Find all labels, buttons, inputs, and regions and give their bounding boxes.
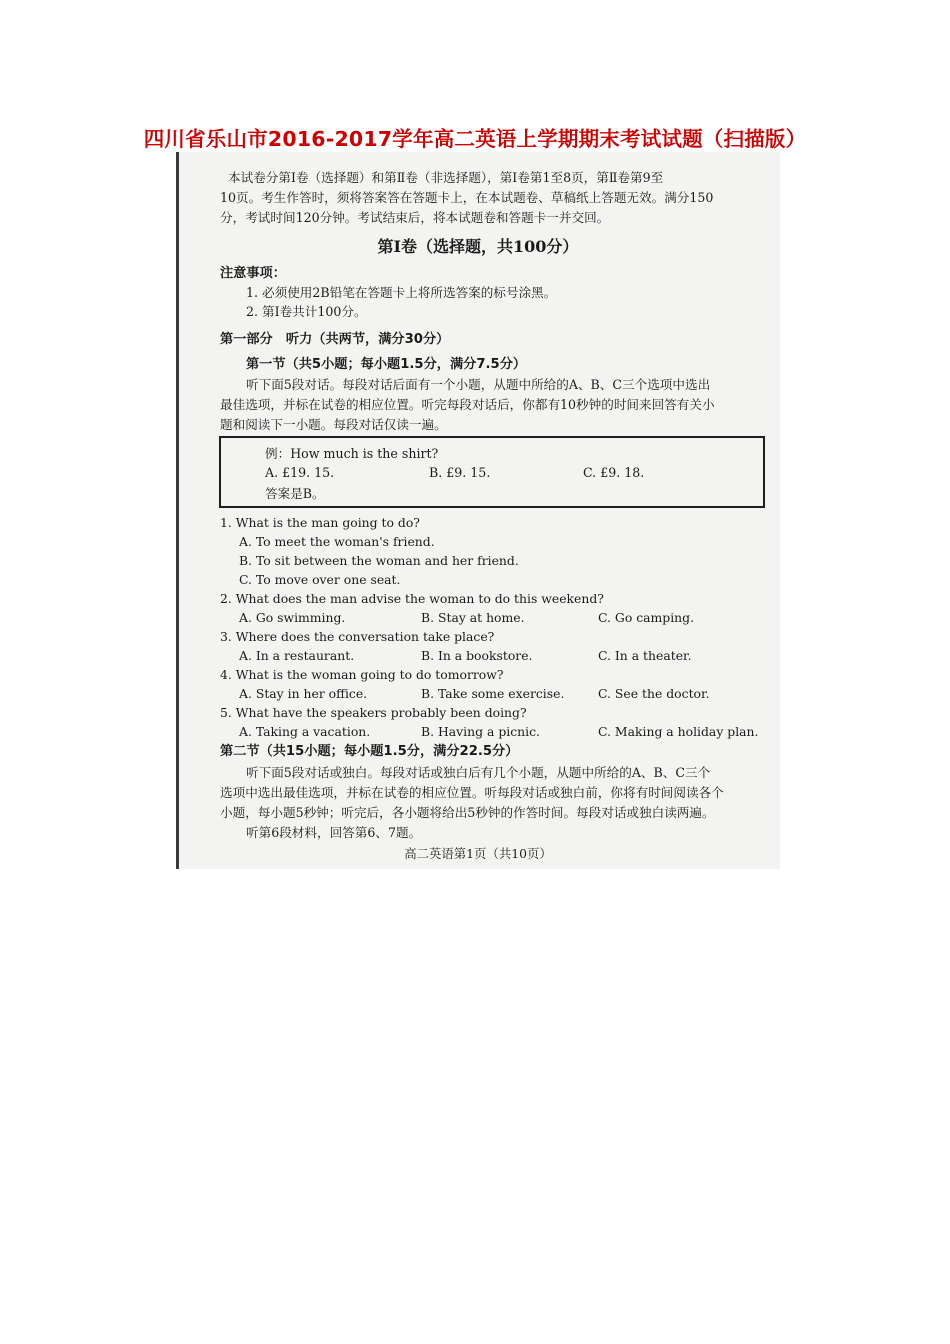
question-3-option-c: C. In a theater. bbox=[598, 648, 692, 663]
intro-line-2: 10页。考生作答时，须将答案答在答题卡上，在本试题卷、草稿纸上答题无效。满分150 bbox=[220, 190, 714, 205]
section1-instruction-1: 听下面5段对话。每段对话后面有一个小题，从题中所给的A、B、C三个选项中选出 bbox=[246, 377, 711, 392]
question-2-stem: 2. What does the man advise the woman to do this weekend? bbox=[220, 591, 604, 606]
scanned-page bbox=[176, 152, 780, 869]
volume-heading: 第Ⅰ卷（选择题，共100分） bbox=[377, 237, 579, 256]
question-3-option-b: B. In a bookstore. bbox=[421, 648, 533, 663]
question-5-option-b: B. Having a picnic. bbox=[421, 724, 540, 739]
example-answer: 答案是B。 bbox=[265, 486, 325, 501]
example-option-b: B. £9. 15. bbox=[429, 465, 491, 480]
question-5-option-a: A. Taking a vacation. bbox=[239, 724, 371, 739]
page-footer: 高二英语第1页（共10页） bbox=[404, 846, 552, 861]
question-3-stem: 3. Where does the conversation take place? bbox=[220, 629, 495, 644]
part1-heading: 第一部分 听力（共两节，满分30分） bbox=[220, 332, 450, 347]
question-1-stem: 1. What is the man going to do? bbox=[220, 515, 420, 530]
question-2-option-c: C. Go camping. bbox=[598, 610, 695, 625]
section2-instruction-4: 听第6段材料，回答第6、7题。 bbox=[246, 825, 422, 840]
scan-left-border bbox=[176, 152, 179, 869]
question-5-option-c: C. Making a holiday plan. bbox=[598, 724, 759, 739]
notice-heading: 注意事项： bbox=[220, 266, 286, 281]
question-1-option-c: C. To move over one seat. bbox=[239, 572, 401, 587]
example-option-c: C. £9. 18. bbox=[583, 465, 645, 480]
section1-instruction-3: 题和阅读下一小题。每段对话仅读一遍。 bbox=[220, 417, 447, 432]
question-5-stem: 5. What have the speakers probably been doing? bbox=[220, 705, 527, 720]
question-4-option-a: A. Stay in her office. bbox=[239, 686, 368, 701]
question-3-option-a: A. In a restaurant. bbox=[239, 648, 355, 663]
notice-item-1: 1. 必须使用2B铅笔在答题卡上将所选答案的标号涂黑。 bbox=[246, 285, 557, 300]
example-box bbox=[219, 436, 765, 508]
section2-instruction-3: 小题，每小题5秒钟；听完后，各小题将给出5秒钟的作答时间。每段对话或独白读两遍。 bbox=[220, 805, 715, 820]
notice-item-2: 2. 第Ⅰ卷共计100分。 bbox=[246, 304, 367, 319]
question-4-option-c: C. See the doctor. bbox=[598, 686, 710, 701]
example-option-a: A. £19. 15. bbox=[265, 465, 335, 480]
example-question: 例：How much is the shirt? bbox=[265, 446, 439, 461]
question-1-option-b: B. To sit between the woman and her friend. bbox=[239, 553, 519, 568]
intro-line-3: 分，考试时间120分钟。考试结束后，将本试题卷和答题卡一并交回。 bbox=[220, 210, 610, 225]
question-2-option-a: A. Go swimming. bbox=[239, 610, 346, 625]
question-2-option-b: B. Stay at home. bbox=[421, 610, 525, 625]
section1-instruction-2: 最佳选项，并标在试卷的相应位置。听完每段对话后，你都有10秒钟的时间来回答有关小 bbox=[220, 397, 715, 412]
section1-heading: 第一节（共5小题；每小题1.5分，满分7.5分） bbox=[246, 357, 527, 372]
section2-instruction-1: 听下面5段对话或独白。每段对话或独白后有几个小题，从题中所给的A、B、C三个 bbox=[246, 765, 711, 780]
intro-line-1: 本试卷分第Ⅰ卷（选择题）和第Ⅱ卷（非选择题），第Ⅰ卷第1至8页，第Ⅱ卷第9至 bbox=[228, 170, 664, 185]
document-title: 四川省乐山市2016-2017学年高二英语上学期期末考试试题（扫描版） bbox=[143, 127, 807, 151]
question-1-option-a: A. To meet the woman's friend. bbox=[239, 534, 435, 549]
section2-heading: 第二节（共15小题；每小题1.5分，满分22.5分） bbox=[220, 744, 519, 759]
section2-instruction-2: 选项中选出最佳选项，并标在试卷的相应位置。听每段对话或独白前，你将有时间阅读各个 bbox=[220, 785, 724, 800]
question-4-stem: 4. What is the woman going to do tomorrow? bbox=[220, 667, 504, 682]
question-4-option-b: B. Take some exercise. bbox=[421, 686, 565, 701]
